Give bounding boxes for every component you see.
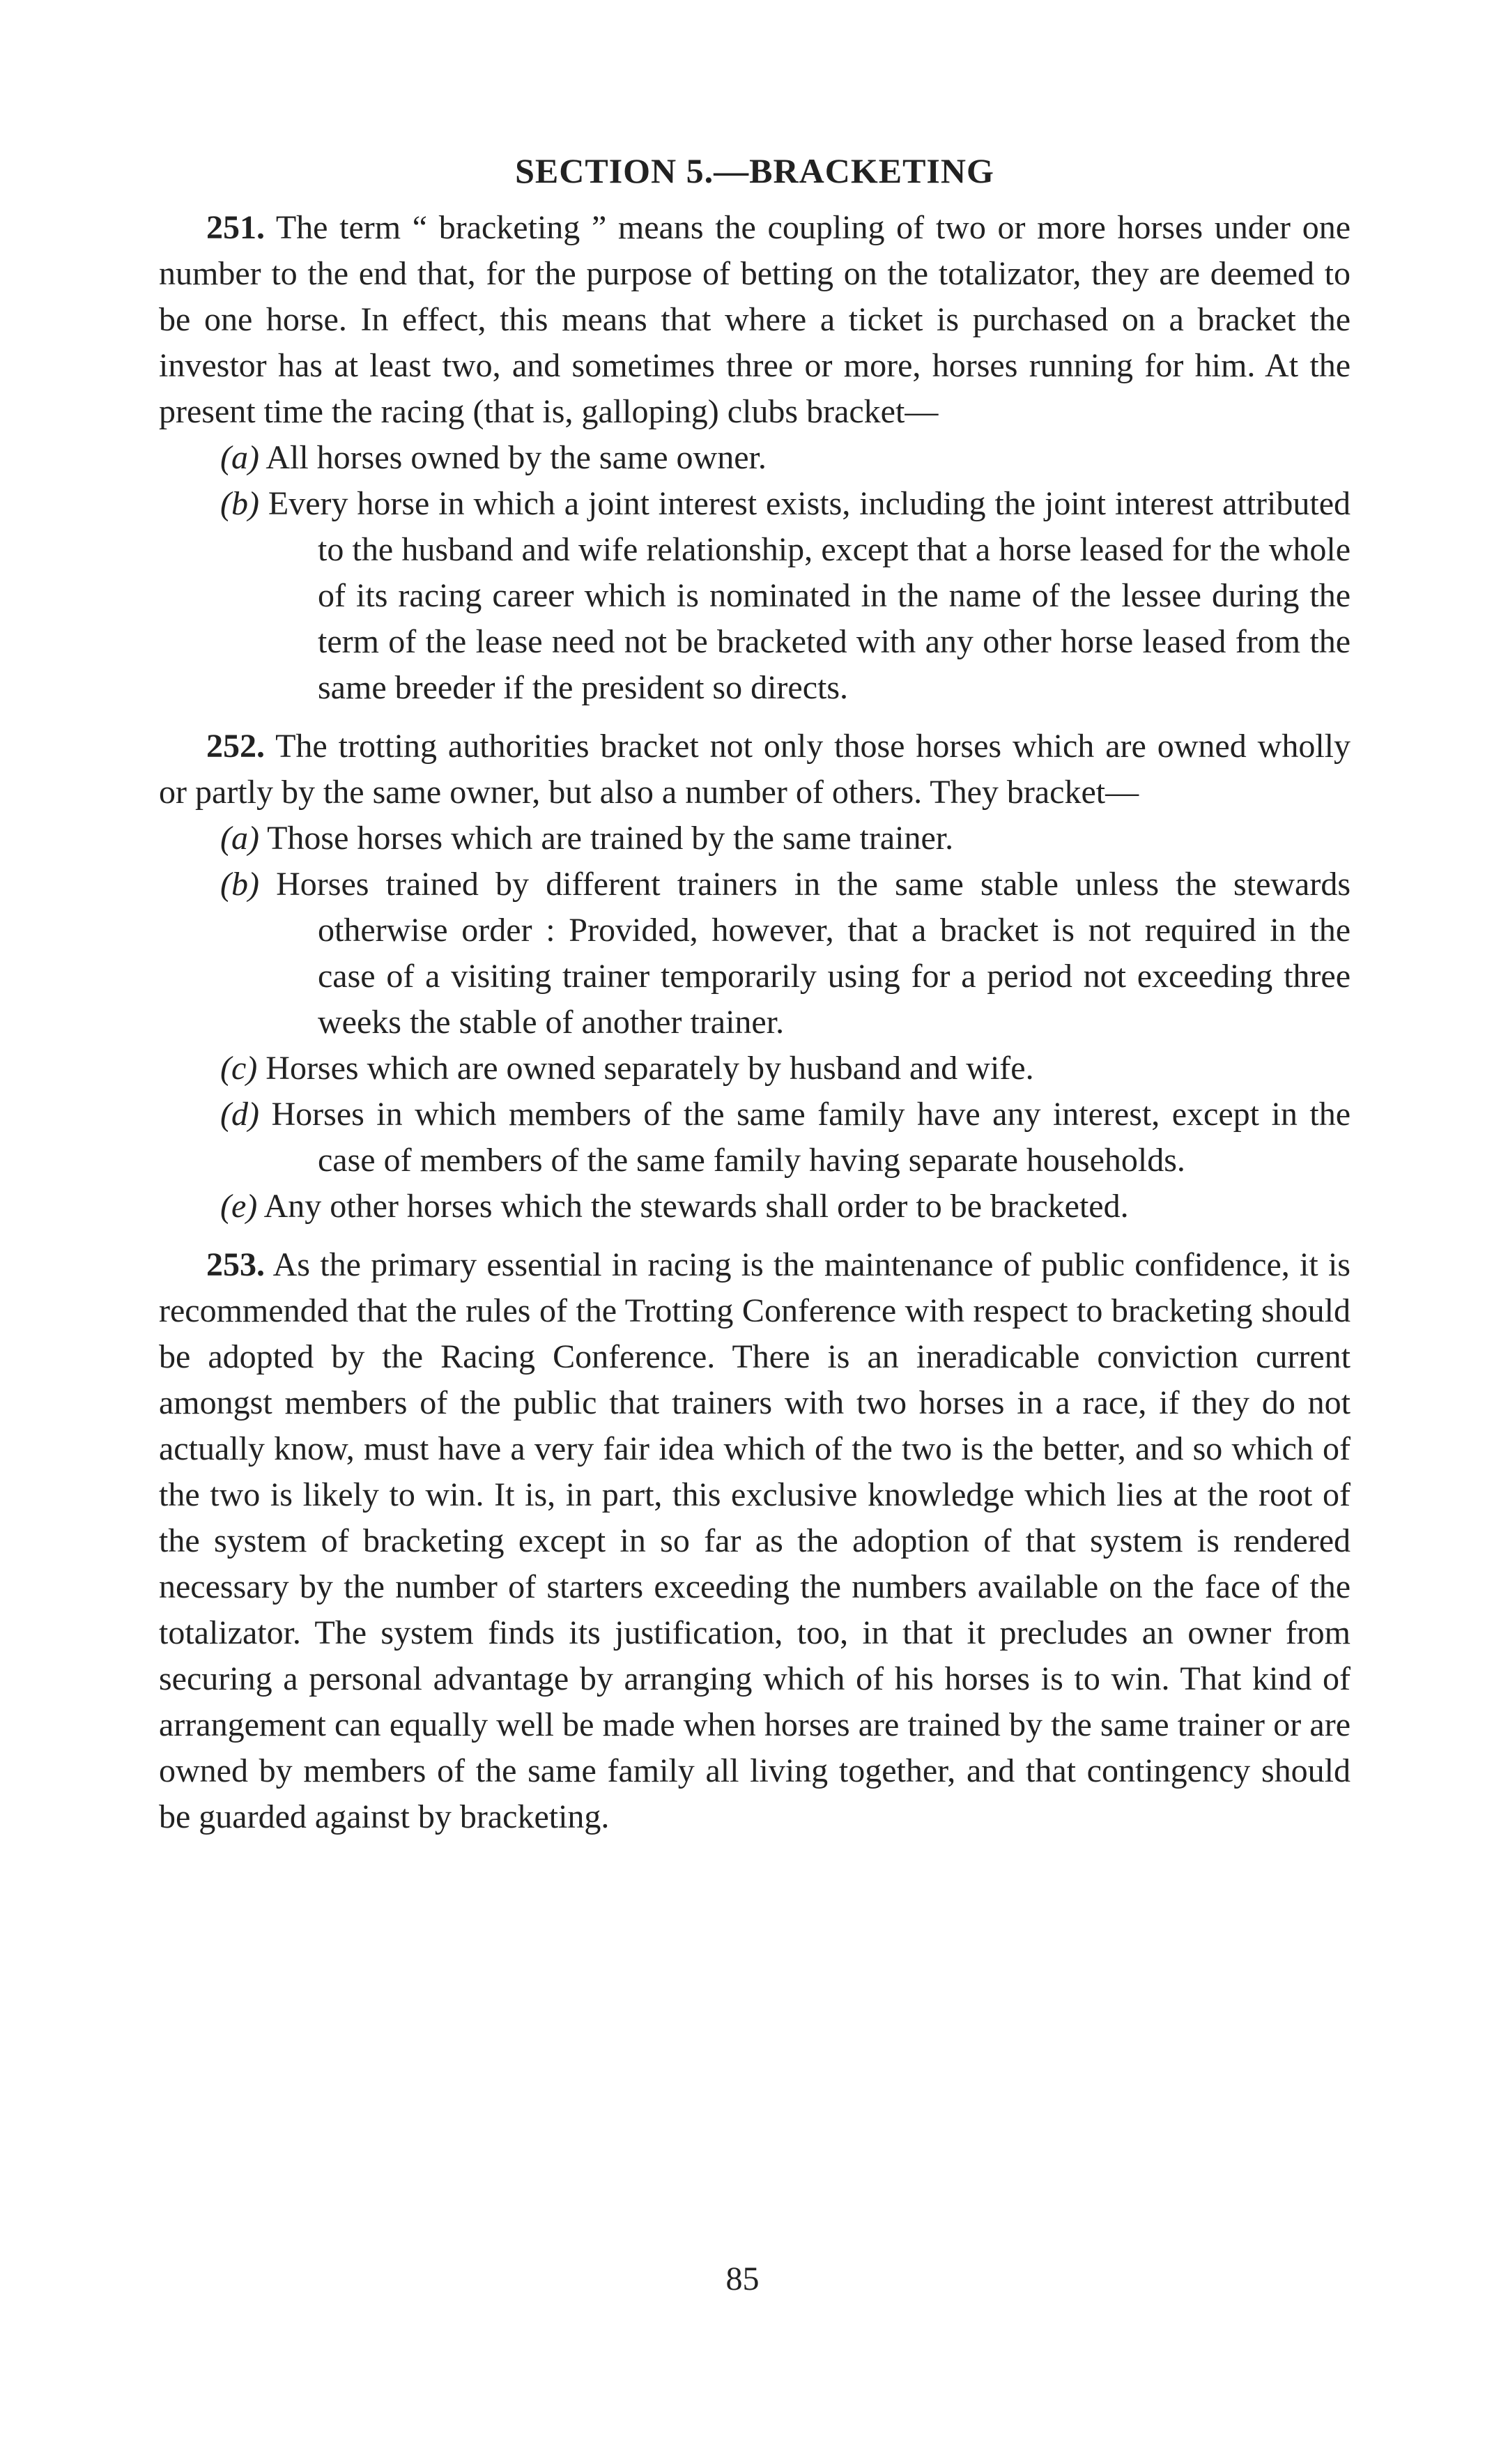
paragraph-text: The term “ bracketing ” means the coupling of two or more horses under one number to the end that, for the purpose of betting on the totalizator, they are deemed to be one horse. In effect, this means that where a ticket is purchased on a bracket the investor has at least two, and sometimes three or more, horses running for him. At the present time the racing (that is, galloping) clubs bracket— bbox=[159, 209, 1351, 430]
paragraph-number: 253. bbox=[206, 1246, 265, 1283]
item-text: Horses in which members of the same family have any interest, except in the case of members of the same family having separate households. bbox=[271, 1096, 1351, 1179]
item-marker: (c) bbox=[220, 1050, 258, 1087]
paragraph-253 bbox=[159, 1242, 1351, 1840]
paragraph-number: 252. bbox=[206, 728, 265, 765]
list-item bbox=[159, 1046, 1351, 1092]
paragraph-text: The trotting authorities bracket not only those horses which are owned wholly or partly by the same owner, but also a number of others. They bracket— bbox=[159, 728, 1351, 811]
item-marker: (a) bbox=[220, 439, 259, 476]
paragraph-252 bbox=[159, 724, 1351, 816]
bracket-list-251 bbox=[159, 435, 1351, 711]
list-item bbox=[159, 481, 1351, 711]
list-item bbox=[159, 816, 1351, 862]
list-item bbox=[159, 1184, 1351, 1230]
list-item bbox=[159, 1092, 1351, 1184]
item-marker: (b) bbox=[220, 485, 259, 522]
item-text: All horses owned by the same owner. bbox=[266, 439, 767, 476]
item-text: Any other horses which the stewards shall order to be bracketed. bbox=[263, 1188, 1129, 1225]
item-text: Horses which are owned separately by husband and wife. bbox=[266, 1050, 1034, 1087]
paragraph-number: 251. bbox=[206, 209, 265, 246]
list-item bbox=[159, 862, 1351, 1046]
page-number: 85 bbox=[725, 2260, 760, 2297]
list-item bbox=[159, 435, 1351, 481]
item-marker: (a) bbox=[220, 820, 259, 857]
item-text: Those horses which are trained by the same trainer. bbox=[267, 820, 954, 857]
section-title: SECTION 5.—BRACKETING bbox=[515, 151, 994, 190]
item-text: Horses trained by different trainers in the same stable unless the stewards otherwise order : Provided, however, that a bracket is not required in the case of a visiting trainer temporarily using for a period not exceeding three weeks the stable of another trainer. bbox=[276, 866, 1351, 1041]
item-marker: (e) bbox=[220, 1188, 258, 1225]
item-marker: (d) bbox=[220, 1096, 259, 1133]
item-marker: (b) bbox=[220, 866, 259, 903]
page-body bbox=[159, 146, 1351, 1840]
item-text: Every horse in which a joint interest exists, including the joint interest attributed to the husband and wife relationship, except that a horse leased for the whole of its racing career which is nominated in the name of the lessee during the term of the lease need not be bracketed with any other horse leased from the same breeder if the president so directs. bbox=[268, 485, 1351, 706]
paragraph-251 bbox=[159, 205, 1351, 435]
bracket-list-252 bbox=[159, 816, 1351, 1230]
paragraph-text: As the primary essential in racing is the maintenance of public confidence, it is recommended that the rules of the Trotting Conference with respect to bracketing should be adopted by the Racing Conference. There is an ineradicable conviction current amongst members of the public that trainers with two horses in a race, if they do not actually know, must have a very fair idea which of the two is the better, and so which of the two is likely to win. It is, in part, this exclusive knowledge which lies at the root of the system of bracketing except in so far as the adoption of that system is rendered necessary by the number of starters exceeding the numbers available on the face of the totalizator. The system finds its justification, too, in that it precludes an owner from securing a personal advantage by arranging which of his horses is to win. That kind of arrangement can equally well be made when horses are trained by the same trainer or are owned by members of the same family all living together, and that contingency should be guarded against by bracketing. bbox=[159, 1246, 1351, 1835]
